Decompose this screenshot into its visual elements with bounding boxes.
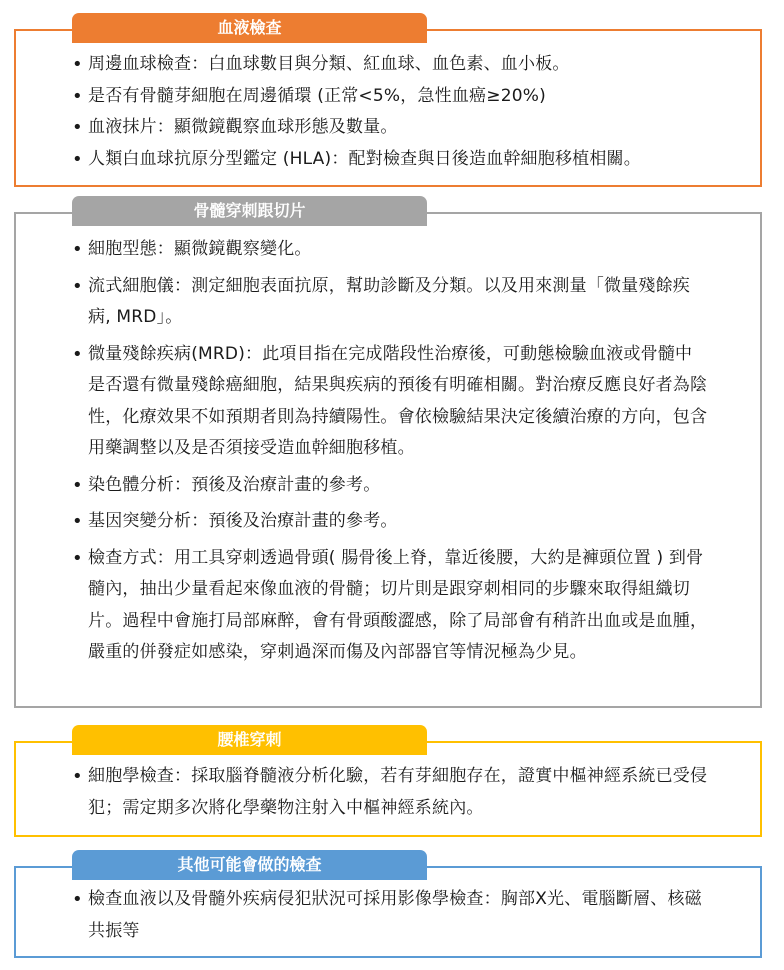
bullet-icon: • [72,343,83,365]
item-list [16,761,760,824]
bullet-icon: • [72,85,83,107]
section-blood-test [14,18,762,187]
bullet-icon: • [72,889,83,910]
list-item [16,271,760,334]
bullet-icon: • [72,54,83,75]
item-text: 檢查血液以及骨髓外疾病侵犯狀況可採用影像學檢查：胸部X光、電腦斷層、核磁共振等 [88,889,702,941]
item-text: 微量殘餘疾病(MRD)：此項目指在完成階段性治療後，可動態檢驗血液或骨髓中是否還有微量殘餘癌細胞，結果與疾病的預後有明確相關。對治療反應良好者為陰性，化療效果不如預期者則為持續陽性。會依檢驗結果決定後續治療的方向，包含用藥調整以及是否須接受造血幹細胞移植。 [88,343,708,458]
bullet-icon: • [72,474,83,496]
section-lumbar-puncture [14,730,762,837]
list-item [16,761,760,824]
item-text: 檢查方式：用工具穿刺透過骨頭( 腸骨後上脊，靠近後腰，大約是褲頭位置 ) 到骨髓內，抽出少量看起來像血液的骨髓；切片則是跟穿刺相同的步驟來取得組織切片。過程中會施打局部麻醉，會有骨頭酸澀感，除了局部會有稍許出血或是血腫，嚴重的併發症如感染，穿刺過深而傷及內部器官等情況極為少見。 [88,547,708,662]
item-text: 細胞學檢查：採取腦脊髓液分析化驗，若有芽細胞存在，證實中樞神經系統已受侵犯；需定期多次將化學藥物注射入中樞神經系統內。 [88,766,708,818]
section-title: 血液檢查 [72,13,427,43]
section-other-tests [14,855,762,958]
list-item [16,506,760,538]
list-item [16,234,760,266]
item-text: 人類白血球抗原分型鑑定 (HLA)：配對檢查與日後造血幹細胞移植相關。 [88,148,641,169]
item-text: 周邊血球檢查：白血球數目與分類、紅血球、血色素、血小板。 [88,54,570,74]
bullet-icon: • [72,511,83,532]
section-title: 其他可能會做的檢查 [72,850,427,880]
bullet-icon: • [72,239,83,260]
section-bone-marrow [14,201,762,708]
item-list [16,49,760,175]
list-item [16,543,760,669]
list-item [16,339,760,465]
item-list [16,234,760,674]
item-text: 基因突變分析：預後及治療計畫的參考。 [88,511,398,531]
item-text: 流式細胞儀：測定細胞表面抗原，幫助診斷及分類。以及用來測量「微量殘餘疾病, MRD」。 [88,275,690,327]
list-item [16,112,760,144]
list-item [16,81,760,113]
list-item [16,470,760,502]
list-item [16,884,760,947]
list-item [16,144,760,176]
item-text: 是否有骨髓芽細胞在周邊循環 (正常<5%，急性血癌≥20%) [88,85,546,106]
bullet-icon: • [72,148,83,170]
bullet-icon: • [72,766,83,787]
item-list [16,884,760,947]
item-text: 染色體分析：預後及治療計畫的參考。 [88,474,381,495]
section-title: 骨髓穿刺跟切片 [72,196,427,226]
bullet-icon: • [72,275,83,297]
bullet-icon: • [72,117,83,138]
bullet-icon: • [72,547,83,569]
list-item [16,49,760,81]
section-title: 腰椎穿刺 [72,725,427,755]
item-text: 細胞型態：顯微鏡觀察變化。 [88,239,312,259]
item-text: 血液抹片：顯微鏡觀察血球形態及數量。 [88,117,398,137]
